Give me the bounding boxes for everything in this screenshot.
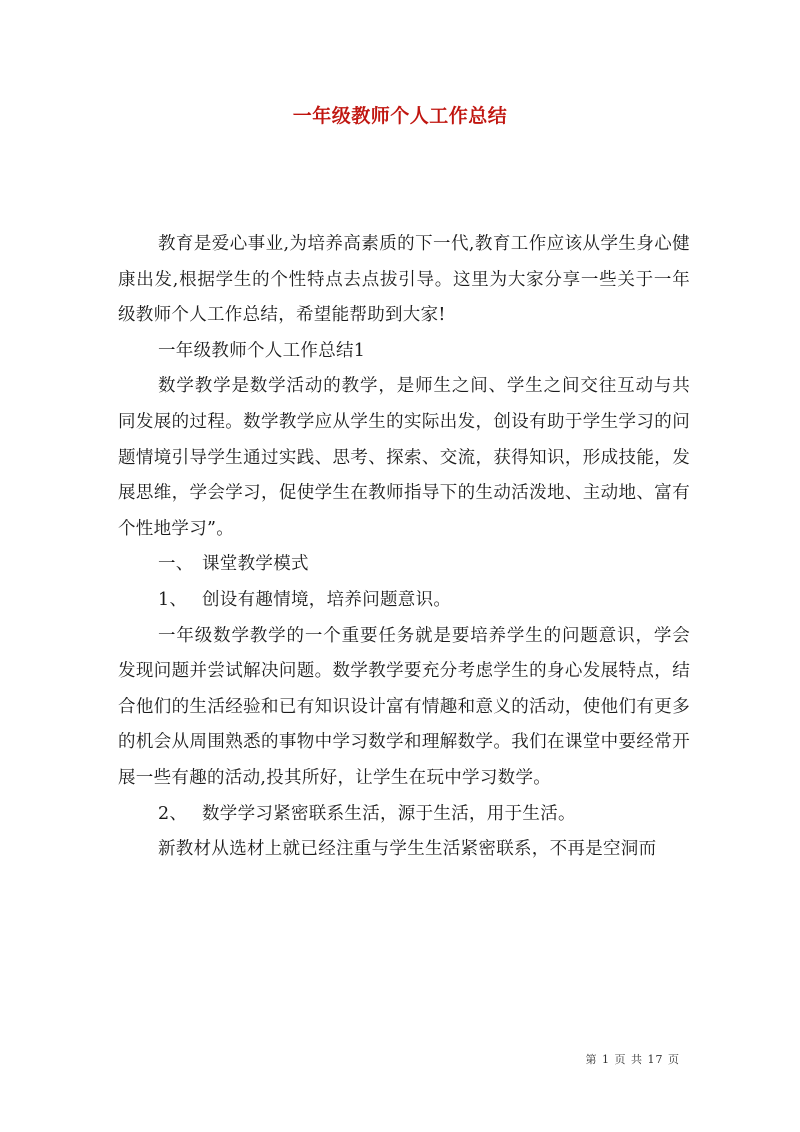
list-item-number: 2、 [158,803,188,824]
list-item-heading [118,797,690,833]
body-paragraph: 一年级数学教学的一个重要任务就是要培养学生的问题意识，学会发现问题并尝试解决问题。数学教学要充分考虑学生的身心发展特点，结合他们的生活经验和已有知识设计富有情趣和意义的活动，使他们有更多的机会从周围熟悉的事物中学习数学和理解数学。我们在课堂中要经常开展一些有趣的活动,投其所好，让学生在玩中学习数学。 [118,625,690,788]
list-item-heading [118,583,690,619]
document-title: 一年级教师个人工作总结 [292,105,508,127]
intro-paragraph: 教育是爱心事业,为培养高素质的下一代,教育工作应该从学生身心健康出发,根据学生的个性特点去点拔引导。这里为大家分享一些关于一年级教师个人工作总结，希望能帮助到大家! [118,234,690,326]
document-body [118,227,690,868]
summary-subtitle: 一年级教师个人工作总结1 [158,340,366,361]
body-paragraph: 新教材从选材上就已经注重与学生生活紧密联系，不再是空洞而 [158,839,657,860]
list-item-number: 1、 [158,589,188,610]
list-item-title: 创设有趣情境，培养问题意识。 [202,589,452,610]
body-paragraph: 数学教学是数学活动的教学，是师生之间、学生之间交往互动与共同发展的过程。数学教学应从学生的实际出发，创设有助于学生学习的问题情境引导学生通过实践、思考、探索、交流，获得知识，形成技能，发展思维，学会学习，促使学生在教师指导下的生动活泼地、主动地、富有个性地学习”。 [118,376,690,539]
section-number: 一、 [158,554,194,575]
section-title: 课堂教学模式 [202,554,309,575]
page-number: 第 1 页 共 17 页 [585,1053,680,1066]
section-heading [118,547,690,583]
list-item-title: 数学学习紧密联系生活，源于生活，用于生活。 [202,803,576,824]
